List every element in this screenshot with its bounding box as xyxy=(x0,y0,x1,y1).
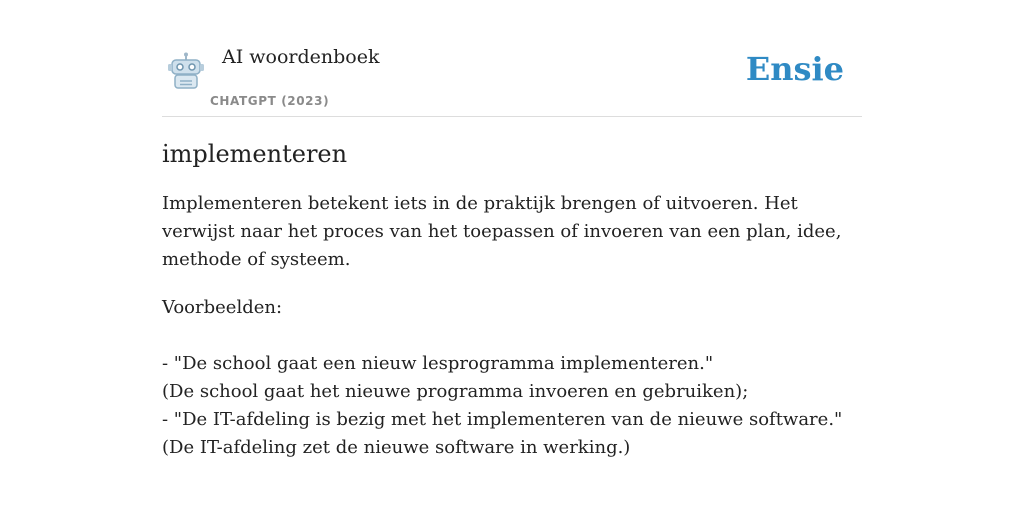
example-line: (De school gaat het nieuwe programma invoeren en gebruiken); xyxy=(162,381,749,402)
entry-content xyxy=(162,138,862,462)
examples-heading: Voorbeelden: xyxy=(162,297,283,318)
example-line: - "De school gaat een nieuw lesprogramma implementeren." xyxy=(162,353,714,374)
robot-icon xyxy=(166,52,206,90)
entry-definition: Implementeren betekent iets in de praktijk brengen of uitvoeren. Het verwijst naar het proces van het toepassen of invoeren van een plan, idee, methode of systeem. xyxy=(162,193,842,270)
entry-term: implementeren xyxy=(162,140,348,168)
dictionary-title[interactable]: AI woordenboek xyxy=(222,46,380,68)
brand-logo[interactable]: Ensie xyxy=(745,50,844,88)
dictionary-header xyxy=(162,40,862,117)
example-line: (De IT-afdeling zet de nieuwe software in werking.) xyxy=(162,437,631,458)
source-label: CHATGPT (2023) xyxy=(210,94,330,108)
example-line: - "De IT-afdeling is bezig met het implementeren van de nieuwe software." xyxy=(162,409,843,430)
